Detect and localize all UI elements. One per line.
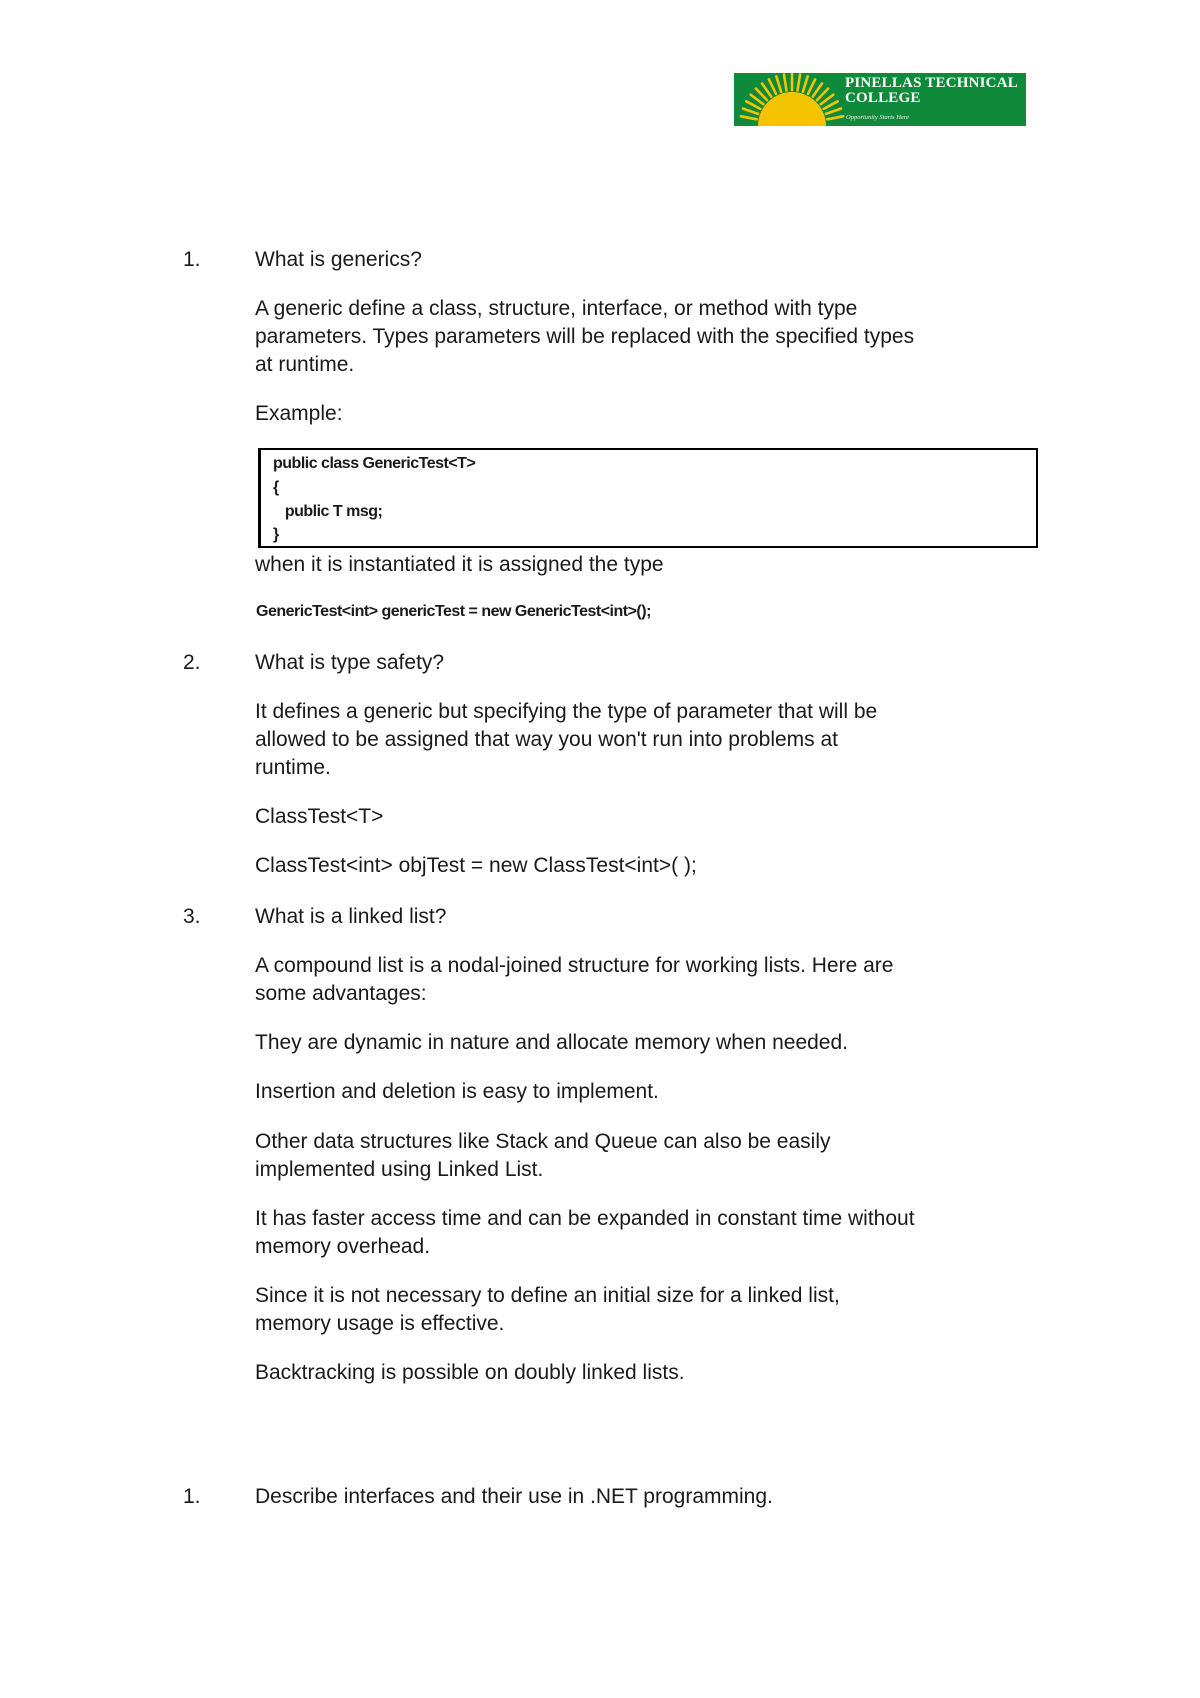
- sun-ray: [798, 75, 801, 91]
- sun-ray: [824, 101, 838, 109]
- q1-example-label: Example:: [255, 402, 343, 425]
- q3-number: 3.: [183, 905, 201, 928]
- q3-advantage: They are dynamic in nature and allocate memory when needed.: [255, 1031, 849, 1054]
- code-line: public class GenericTest<T>: [273, 455, 476, 472]
- logo-name: PINELLAS TECHNICAL COLLEGE: [845, 75, 1018, 106]
- q1-answer: A generic define a class, structure, interface, or method with type parameters. Types parameters will be replaced with the specified types at runtime.: [255, 297, 915, 376]
- q1-number: 1.: [183, 248, 201, 271]
- code-example-box: [258, 448, 1038, 548]
- q2-question: What is type safety?: [255, 651, 445, 674]
- sun-ray: [776, 76, 781, 91]
- sun-ray: [803, 76, 808, 91]
- q1-question: What is generics?: [255, 248, 422, 271]
- q2-code-declaration: ClassTest<T>: [255, 805, 384, 828]
- sun-ray: [808, 79, 815, 93]
- college-logo: [734, 73, 1026, 126]
- q2-number: 2.: [183, 651, 201, 674]
- q3-advantage: Insertion and deletion is easy to implement.: [255, 1080, 659, 1103]
- code-line: {: [273, 479, 279, 496]
- q4-question: Describe interfaces and their use in .NET programming.: [255, 1485, 773, 1508]
- q1-instantiation-code: GenericTest<int> genericTest = new GenericTest<int>();: [256, 603, 651, 620]
- logo-tagline: Opportunity Starts Here: [846, 114, 909, 121]
- sunburst-icon: [736, 73, 848, 126]
- sun-ray: [827, 116, 843, 119]
- sun-ray: [826, 109, 841, 114]
- q3-advantage: Backtracking is possible on doubly linked lists.: [255, 1361, 685, 1384]
- sun-ray: [769, 79, 776, 93]
- code-line: public T msg;: [273, 503, 383, 520]
- sun-ray: [784, 75, 787, 91]
- sun-ray: [741, 116, 757, 119]
- q3-advantage: Other data structures like Stack and Queue can also be easily implemented using Linked List.: [255, 1130, 831, 1181]
- q1-after-code: when it is instantiated it is assigned the type: [255, 553, 664, 576]
- q2-answer: It defines a generic but specifying the type of parameter that will be allowed to be assigned that way you won't run into problems at runtime.: [255, 700, 878, 779]
- q3-answer: A compound list is a nodal-joined structure for working lists. Here are some advantages:: [255, 954, 894, 1005]
- q4-number: 1.: [183, 1485, 201, 1508]
- q2-code-instantiation: ClassTest<int> objTest = new ClassTest<int>( );: [255, 854, 697, 877]
- code-line: }: [273, 526, 279, 543]
- sun-ray: [746, 101, 760, 109]
- q3-advantage: It has faster access time and can be expanded in constant time without memory overhead.: [255, 1207, 915, 1258]
- sun-ray: [743, 109, 758, 114]
- q3-question: What is a linked list?: [255, 905, 447, 928]
- q3-advantage: Since it is not necessary to define an initial size for a linked list, memory usage is effective.: [255, 1284, 840, 1335]
